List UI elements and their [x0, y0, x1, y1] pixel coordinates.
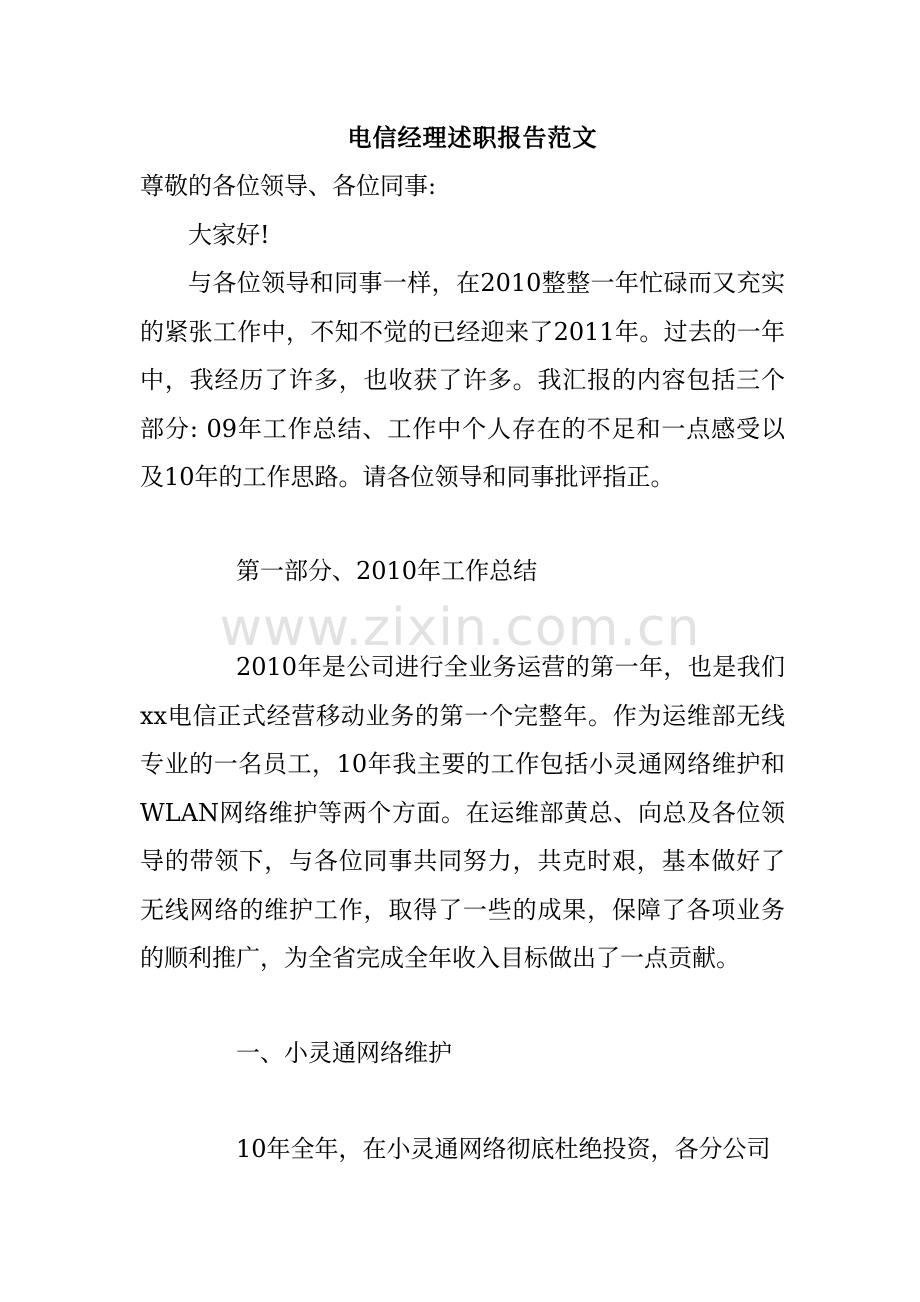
- document-title: 电信经理述职报告范文: [347, 123, 598, 152]
- section-heading-part-one: 第一部分、2010年工作总结: [236, 557, 538, 585]
- phs-paragraph: 10年全年，在小灵通网络彻底杜绝投资，各分公司: [236, 1135, 771, 1163]
- summary-paragraph: 2010年是公司进行全业务运营的第一年，也是我们xx电信正式经营移动业务的第一个完整年。作为运维部无线专业的一名员工，10年我主要的工作包括小灵通网络维护和WLAN网络维护等两个方面。在运维部黄总、向总及各位领导的带领下，与各位同事共同努力，共克时艰，基本做好了无线网络的维护工作，取得了一些的成果，保障了各项业务的顺利推广，为全省完成全年收入目标做出了一点贡献。: [140, 653, 785, 972]
- section-heading-phs-maintenance: 一、小灵通网络维护: [236, 1039, 452, 1067]
- greeting: 大家好!: [188, 221, 270, 249]
- watermark: www.zixin.com.cn: [219, 598, 701, 658]
- salutation: 尊敬的各位领导、各位同事:: [140, 172, 437, 200]
- intro-paragraph: 与各位领导和同事一样，在2010整整一年忙碌而又充实的紧张工作中，不知不觉的已经迎来了2011年。过去的一年中，我经历了许多，也收获了许多。我汇报的内容包括三个部分: 09年工作总结、工作中个人存在的不足和一点感受以及10年的工作思路。请各位领导和同事批评指正。: [140, 269, 785, 491]
